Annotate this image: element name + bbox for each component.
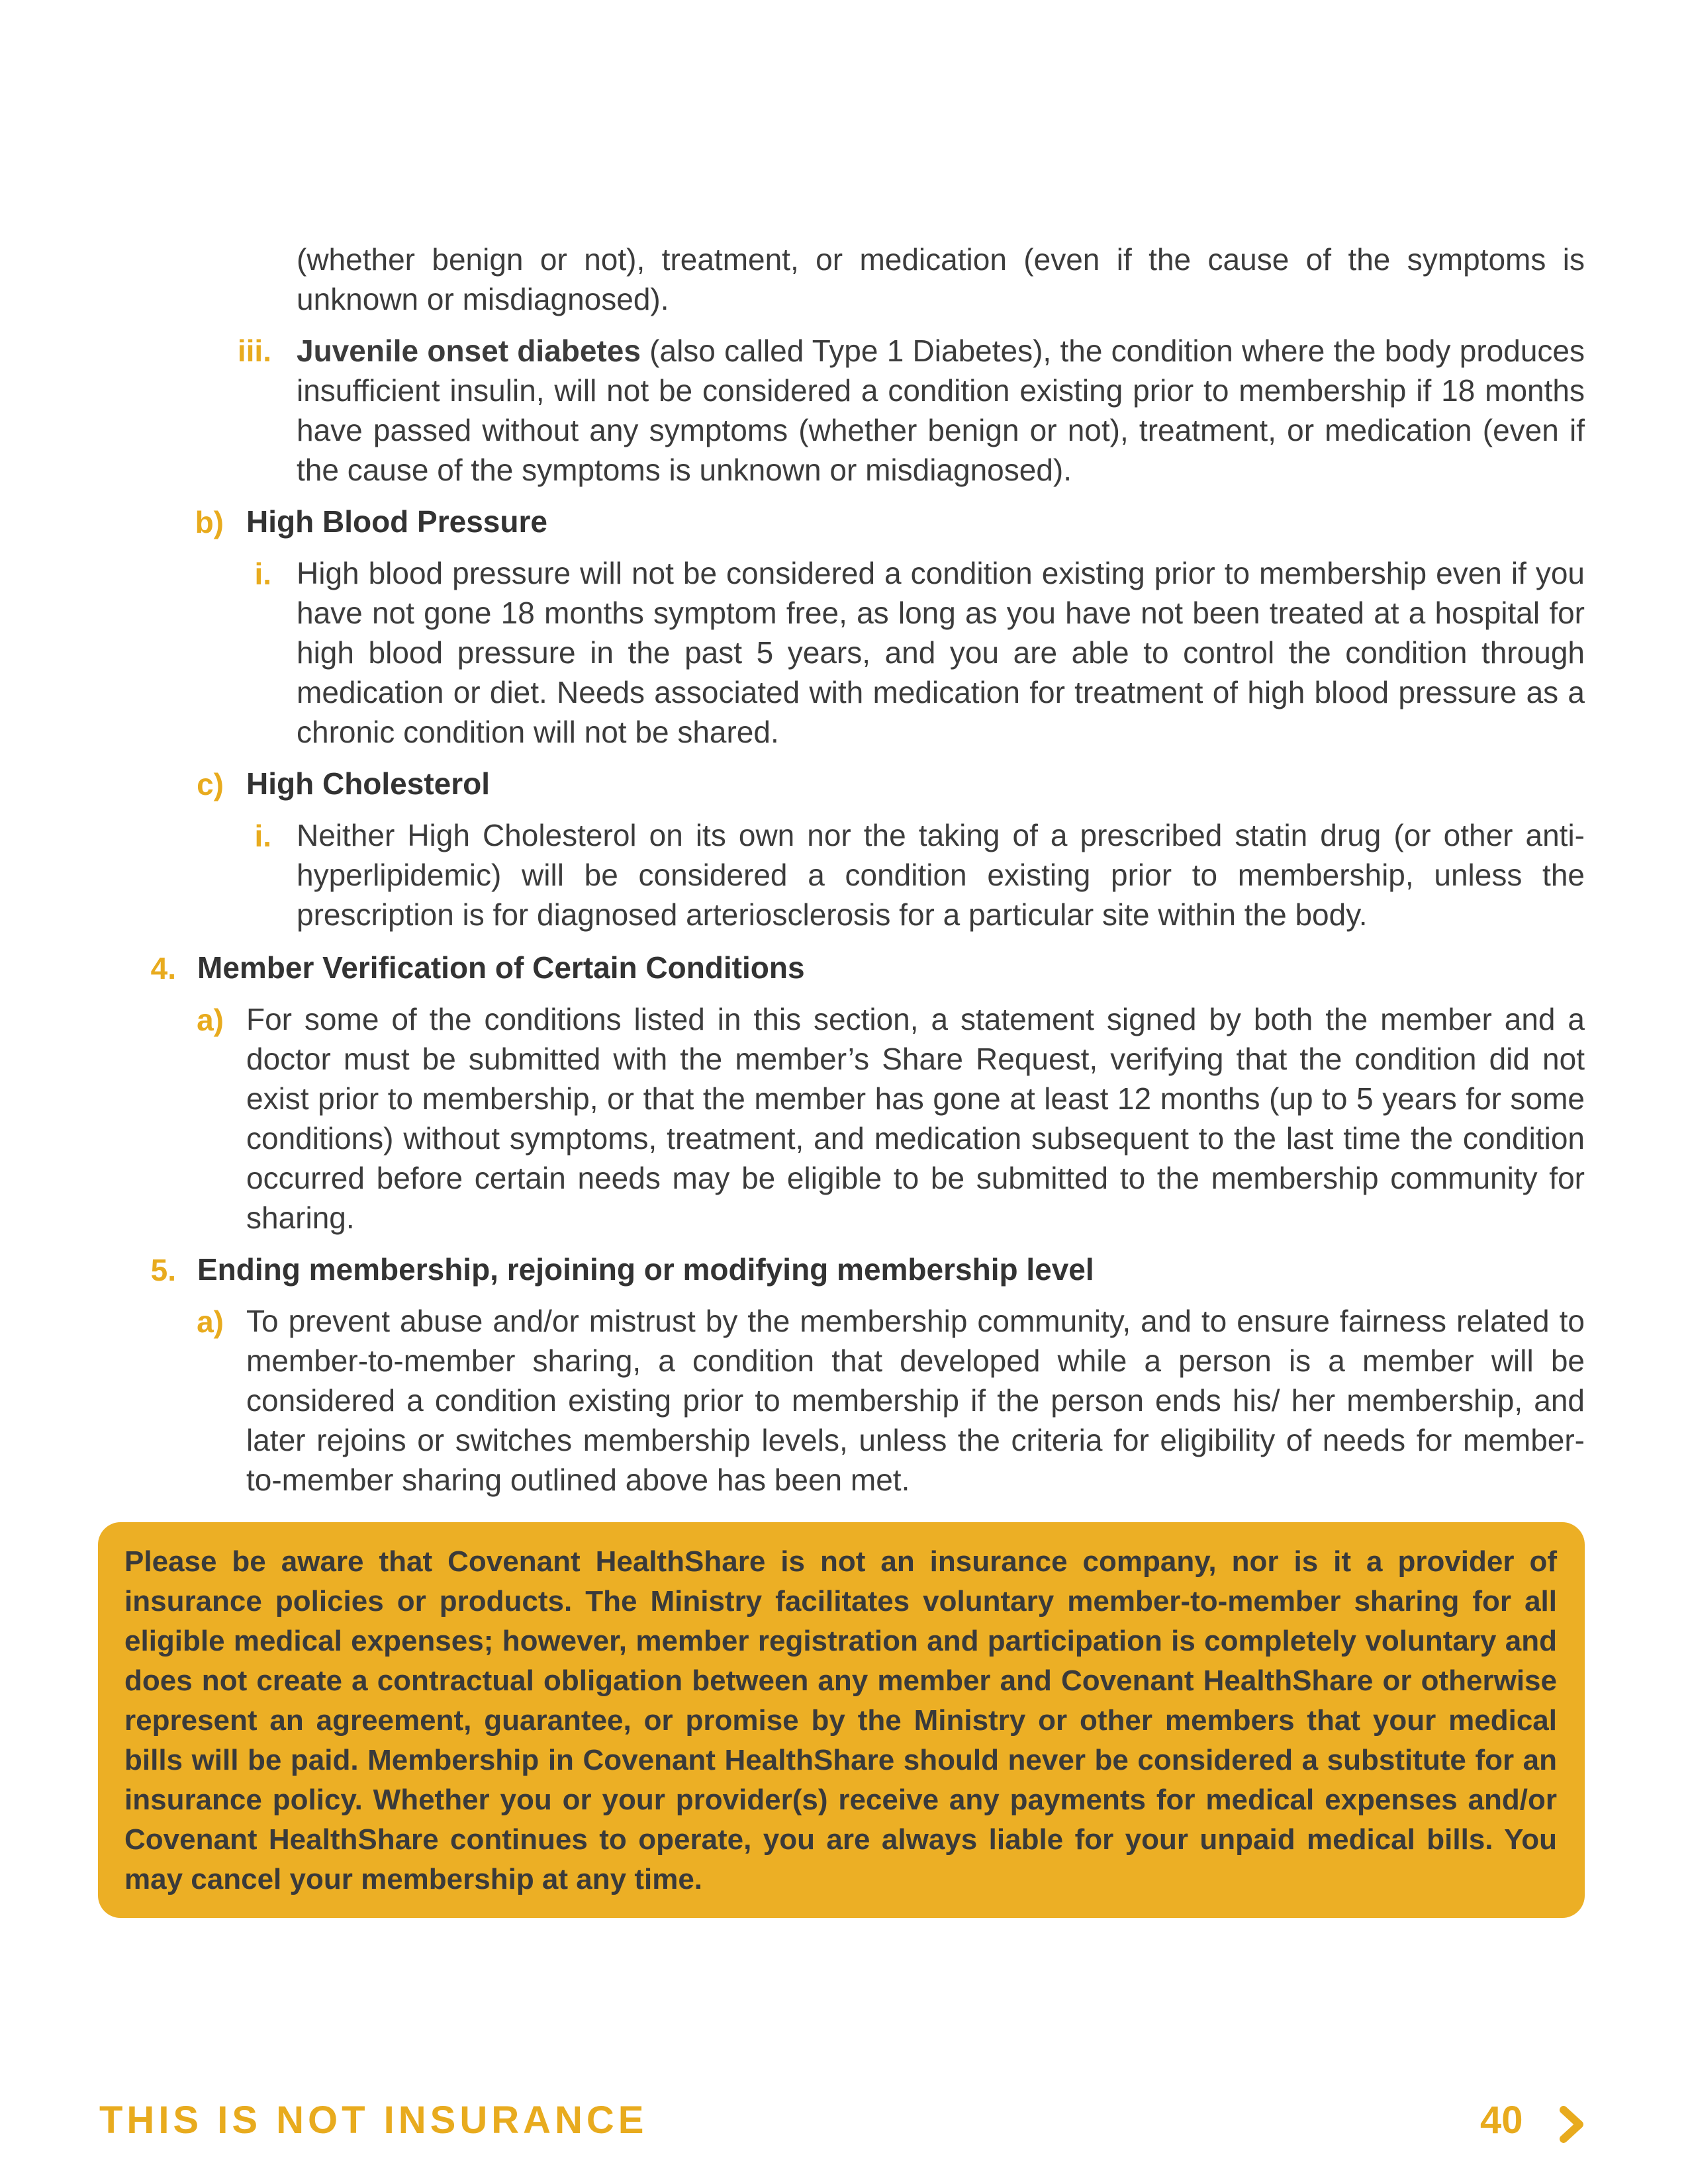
chevron-right-icon[interactable] bbox=[1557, 2106, 1589, 2143]
continuation-paragraph: (whether benign or not), treatment, or medication (even if the cause of the symptoms is unknown or misdiagnosed). bbox=[297, 242, 1585, 316]
list-item-member-verification: For some of the conditions listed in this section, a statement signed by both the member and a doctor must be submitted with the member’s Share Request, verifying that the condition did not exist prior to membership, or that the member has gone at least 12 months (up to 5 years for some conditions) without symptoms, treatment, and medication subsequent to the last time the condition occurred before certain needs may be eligible to be submitted to the membership community for sharing. bbox=[246, 1002, 1585, 1235]
disclaimer-notice-box bbox=[98, 1522, 1585, 1918]
list-marker-iii: iii. bbox=[237, 334, 271, 368]
list-marker-i: i. bbox=[254, 557, 271, 591]
list-marker-c: c) bbox=[197, 767, 224, 801]
footer-label: THIS IS NOT INSURANCE bbox=[99, 2099, 648, 2142]
list-item-ending-membership: To prevent abuse and/or mistrust by the membership community, and to ensure fairness related to member-to-member sharing, a condition that developed while a person is a member will be considered a condition existing prior to membership if the person ends his/ her membership, and later rejoins or switches membership levels, unless the criteria for eligibility of needs for member-to-member sharing outlined above has been met. bbox=[246, 1304, 1585, 1497]
list-item-juvenile-diabetes bbox=[297, 331, 1585, 490]
page-number: 40 bbox=[1480, 2099, 1523, 2142]
heading-high-blood-pressure: High Blood Pressure bbox=[246, 504, 547, 539]
item-text: (also called Type 1 Diabetes), the condition where the body produces insufficient insulin, will not be considered a condition existing prior to membership if 18 months have passed without any symptoms (whether benign or not), treatment, or medication (even if the cause of the symptoms is unknown or misdiagnosed). bbox=[297, 334, 1585, 487]
list-marker-a: a) bbox=[197, 1003, 224, 1037]
term-juvenile-diabetes: Juvenile onset diabetes bbox=[297, 334, 641, 368]
heading-member-verification: Member Verification of Certain Conditions bbox=[197, 950, 805, 985]
list-marker-4: 4. bbox=[150, 951, 176, 985]
list-marker-a: a) bbox=[197, 1304, 224, 1339]
list-marker-i: i. bbox=[254, 819, 271, 853]
disclaimer-text: Please be aware that Covenant HealthShare is not an insurance company, nor is it a provider of insurance policies or products. The Ministry facilitates voluntary member-to-member sharing for all eligible medical expenses; however, member registration and participation is completely voluntary and does not create a contractual obligation between any member and Covenant HealthShare or otherwise represent an agreement, guarantee, or promise by the Ministry or other members that your medical bills will be paid. Membership in Covenant HealthShare should never be considered a substitute for an insurance policy. Whether you or your provider(s) receive any payments for medical expenses and/or Covenant HealthShare continues to operate, you are always liable for your unpaid medical bills. You may cancel your membership at any time. bbox=[124, 1545, 1557, 1895]
list-marker-5: 5. bbox=[150, 1253, 176, 1287]
list-item-high-cholesterol: Neither High Cholesterol on its own nor the taking of a prescribed statin drug (or other anti-hyperlipidemic) will be considered a condition existing prior to membership, unless the prescription is for diagnosed arteriosclerosis for a particular site within the body. bbox=[297, 818, 1585, 932]
heading-high-cholesterol: High Cholesterol bbox=[246, 766, 491, 801]
list-item-high-blood-pressure: High blood pressure will not be considered a condition existing prior to membership even if you have not gone 18 months symptom free, as long as you have not been treated at a hospital for high blood pressure in the past 5 years, and you are able to control the condition through medication or diet. Needs associated with medication for treatment of high blood pressure as a chronic condition will not be shared. bbox=[297, 556, 1585, 749]
list-marker-b: b) bbox=[195, 505, 224, 539]
heading-ending-membership: Ending membership, rejoining or modifying membership level bbox=[197, 1252, 1094, 1287]
